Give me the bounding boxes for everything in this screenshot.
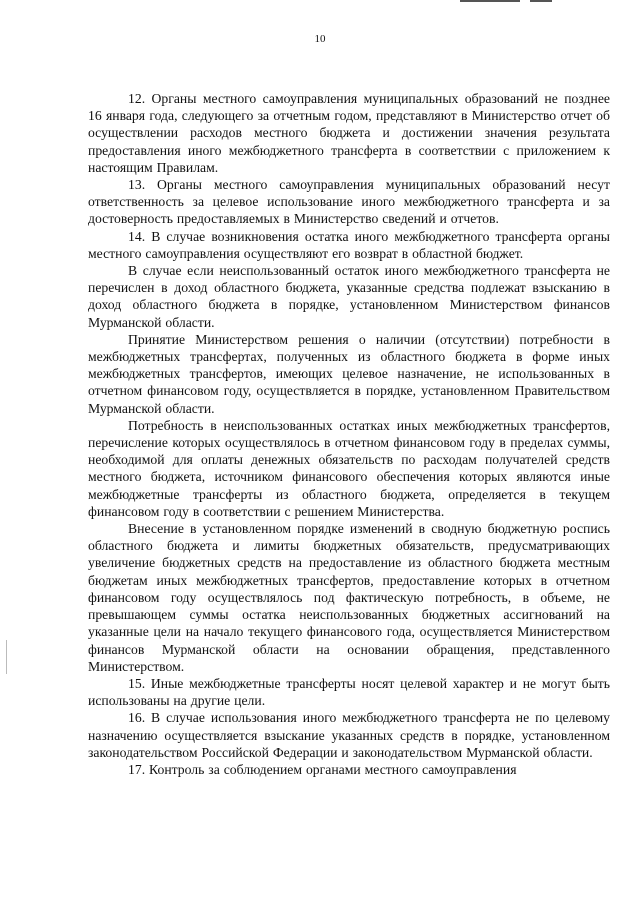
paragraph-13: 13. Органы местного самоуправления муниципальных образований несут ответственность за целевое использование иного межбюджетного трансферта и за достоверность предоставляемых в Министерство сведений и отчетов. (88, 177, 610, 227)
paragraph-12: 12. Органы местного самоуправления муниципальных образований не позднее 16 января года, следующего за отчетным годом, представляют в Министерство отчет об осуществлении расходов местного бюджета и достижении значения результата предоставления иного межбюджетного трансферта в соответствии с приложением к настоящим Правилам. (88, 91, 610, 175)
paragraph-15: 15. Иные межбюджетные трансферты носят целевой характер и не могут быть использованы на другие цели. (88, 675, 610, 709)
document-body (88, 90, 610, 778)
paragraph-14-budget-changes: Внесение в установленном порядке изменений в сводную бюджетную роспись областного бюджета и лимиты бюджетных обязательств, предусматривающих увеличение бюджетных средств на предоставление из областного бюджета местным бюджетам иных межбюджетных трансфертов, предоставление которых в отчетном финансовом году осуществлялось под фактическую потребность, в объеме, не превышающем суммы остатка неиспользованных бюджетных ассигнований на указанные цели на начало текущего финансового года, осуществляется Министерством финансов Мурманской области на основании обращения, представленного Министерством. (88, 521, 610, 674)
paragraph-14: 14. В случае возникновения остатка иного межбюджетного трансферта органы местного самоуправления осуществляют его возврат в областной бюджет. (88, 228, 610, 261)
paragraph-17: 17. Контроль за соблюдением органами местного самоуправления (128, 761, 517, 777)
paragraph-16: 16. В случае использования иного межбюджетного трансферта не по целевому назначению осуществляется взыскание указанных средств в порядке, установленном законодательством Российской Федерации и законодательством Мурманской области. (88, 710, 610, 760)
scan-mark (530, 0, 552, 2)
scan-mark (460, 0, 520, 2)
scan-edge-mark (6, 640, 7, 674)
paragraph-14-need-decision: Принятие Министерством решения о наличии (отсутствии) потребности в межбюджетных трансфертах, полученных из областного бюджета в форме иных межбюджетных трансфертов, имеющих целевое назначение, не использованных в отчетном финансовом году, осуществляется в порядке, установленном Правительством Мурманской области. (88, 331, 610, 416)
paragraph-14-unreturned-balance: В случае если неиспользованный остаток иного межбюджетного трансферта не перечислен в доход областного бюджета, указанные средства подлежат взысканию в доход областного бюджета в порядке, установленном Министерством финансов Мурманской области. (88, 263, 610, 330)
page-number: 10 (314, 33, 326, 45)
paragraph-14-need-definition: Потребность в неиспользованных остатках иных межбюджетных трансфертов, перечисление которых осуществлялось в отчетном финансовом году в пределах суммы, необходимой для оплаты денежных обязательств по расходам получателей средств местного бюджета, источником финансового обеспечения которых являются иные межбюджетные трансферты из областного бюджета, определяется в текущем финансовом году в соответствии с решением Министерства. (88, 417, 610, 519)
